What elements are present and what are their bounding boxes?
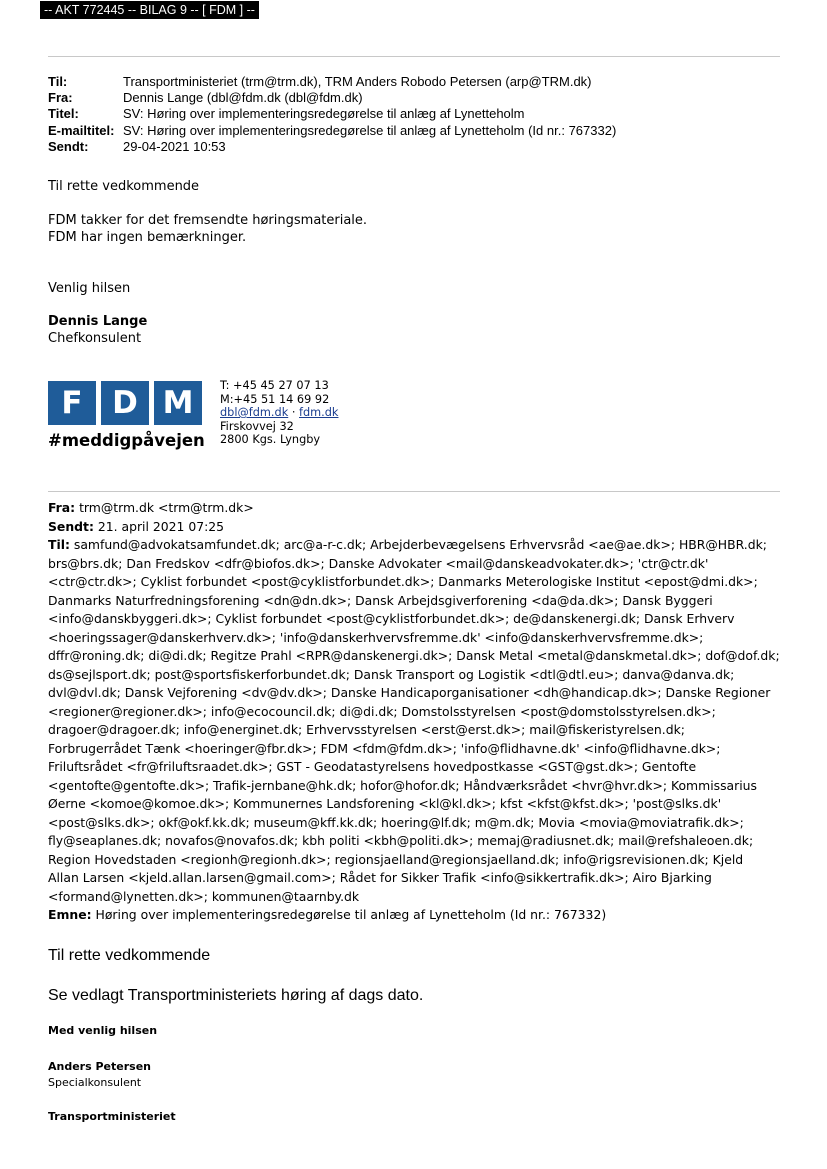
original-sender-title: Specialkonsulent	[48, 1076, 142, 1089]
header-value: SV: Høring over implementeringsredegørelse til anlæg af Lynetteholm	[123, 106, 525, 122]
contact-mobile: M:+45 51 14 69 92	[220, 392, 330, 406]
fwd-to-line: ds@sejlsport.dk; post@sportsfiskerforbundet.dk; Dansk Transport og Logistik <dtl@dtl.eu>; danva@danva.dk;	[48, 666, 735, 682]
fwd-to-line: <regioner@regioner.dk>; info@ecocouncil.dk; di@di.dk; Domstolsstyrelsen <post@domstolsstyrelsen.dk>;	[48, 703, 716, 719]
reply-line-2: FDM har ingen bemærkninger.	[48, 230, 247, 245]
email-header	[48, 74, 616, 155]
sender-title: Chefkonsulent	[48, 331, 142, 346]
header-value: SV: Høring over implementeringsredegørelse til anlæg af Lynetteholm (Id nr.: 767332)	[123, 122, 617, 138]
fwd-to-line: <hoeringssager@danskerhverv.dk>; 'info@danskerhvervsfremme.dk' <info@danskerhvervsfremme.dk>;	[48, 629, 704, 645]
fwd-to-line: <ctr@ctr.dk>; Cyklist forbundet <post@cyklistforbundet.dk>; Danmarks Meterologiske Institut <epost@dmi.dk>;	[48, 574, 758, 589]
fwd-from-row	[48, 499, 788, 518]
fwd-to-line: <info@danskbyggeri.dk>; Cyklist forbundet <post@cyklistforbundet.dk>; de@danskenergi.dk; Dansk Erhverv	[48, 611, 735, 626]
fwd-to-line: samfund@advokatsamfundet.dk; arc@a-r-c.dk; Arbejderbevægelsens Erhvervsråd <ae@ae.dk>; HBR@HBR.dk;	[73, 537, 767, 552]
fwd-subject-row	[48, 906, 788, 925]
sender-name: Dennis Lange	[48, 314, 148, 329]
header-value: Transportministeriet (trm@trm.dk), TRM Anders Robodo Petersen (arp@TRM.dk)	[123, 74, 592, 89]
header-row-to	[48, 74, 616, 90]
contact-city: 2800 Kgs. Lyngby	[220, 433, 321, 446]
link-separator: ·	[288, 406, 300, 419]
contact-phone: T: +45 45 27 07 13	[220, 379, 329, 392]
original-closing	[48, 1023, 157, 1039]
original-org-text: Transportministeriet	[48, 1110, 176, 1123]
fwd-sent-row	[48, 518, 788, 537]
contact-links	[220, 406, 338, 420]
original-greeting: Til rette vedkommende	[48, 947, 211, 964]
header-label: Til:	[48, 74, 68, 89]
fwd-to-line: <formand@lynetten.dk>; kommunen@taarnby.dk	[48, 888, 360, 904]
fwd-to-line: brs@brs.dk; Dan Fredskov <dfr@biofos.dk>; Danske Advokater <mail@danskeadvokater.dk>; 'ctr@ctr.dk'	[48, 555, 709, 571]
fwd-to-line: Danmarks Naturfredningsforening <dn@dn.dk>; Dansk Arbejdsgiverforening <da@da.dk>; Dansk Byggeri	[48, 592, 713, 608]
fwd-to-line: Allan Larsen <kjeld.allan.larsen@gmail.com>; Rådet for Sikker Trafik <info@sikkertrafik.dk>; Airo Bjarking	[48, 870, 712, 885]
original-body: Se vedlagt Transportministeriets høring af dags dato.	[48, 987, 424, 1004]
header-row-from	[48, 90, 616, 106]
header-row-title	[48, 106, 616, 122]
fwd-to-line: Friluftsrådet <fr@friluftsraadet.dk>; GST - Geodatastyrelsens hovedpostkasse <GST@gst.dk>; Gentofte	[48, 759, 697, 774]
forwarded-message	[48, 499, 788, 925]
header-row-sent	[48, 139, 616, 155]
fwd-to-line: Forbrugerrådet Tænk <hoeringer@fbr.dk>; FDM <fdm@fdm.dk>; 'info@flidhavne.dk' <info@flidhavne.dk>;	[48, 740, 721, 756]
original-closing-text: Med venlig hilsen	[48, 1024, 158, 1037]
fwd-to-label: Til:	[48, 537, 70, 552]
fwd-to-row	[48, 536, 788, 555]
fwd-to-line: <gentofte@gentofte.dk>; Trafik-jernbane@hk.dk; hofor@hofor.dk; Håndværksrådet <hvr@hvr.dk>; Kommissarius	[48, 777, 757, 793]
logo-letter-m: M	[154, 381, 202, 425]
logo-hashtag: #meddigpåvejen	[48, 431, 205, 450]
original-sender-name	[48, 1059, 151, 1075]
fwd-from-value: trm@trm.dk <trm@trm.dk>	[79, 500, 254, 515]
fwd-subject-value: Høring over implementeringsredegørelse til anlæg af Lynetteholm (Id nr.: 767332)	[95, 907, 607, 922]
fwd-subject-label: Emne:	[48, 907, 92, 922]
original-sender-name-text: Anders Petersen	[48, 1060, 151, 1073]
fwd-to-line: dffr@roning.dk; di@di.dk; Regitze Prahl <RPR@danskenergi.dk>; Dansk Metal <metal@danskmetal.dk>; dof@dof.dk;	[48, 648, 780, 663]
fwd-sent-value: 21. april 2021 07:25	[97, 518, 225, 534]
document-banner: -- AKT 772445 -- BILAG 9 -- [ FDM ] --	[40, 1, 259, 19]
divider	[48, 491, 780, 492]
logo-tiles	[48, 381, 205, 425]
header-label: E-mailtitel:	[48, 122, 115, 138]
header-label: Fra:	[48, 90, 73, 106]
reply-line-1: FDM takker for det fremsendte høringsmateriale.	[48, 213, 368, 228]
logo-letter-f: F	[48, 381, 96, 425]
original-org	[48, 1109, 176, 1125]
email-link[interactable]: dbl@fdm.dk	[220, 406, 289, 419]
fwd-from-label: Fra:	[48, 500, 76, 515]
fwd-to-line: dragoer@dragoer.dk; info@energinet.dk; Erhvervsstyrelsen <erst@erst.dk>; mail@fiskeristyrelsen.dk;	[48, 722, 685, 737]
contact-street: Firskovvej 32	[220, 419, 294, 433]
fdm-logo	[48, 381, 205, 450]
header-value: 29-04-2021 10:53	[123, 138, 226, 154]
reply-greeting: Til rette vedkommende	[48, 179, 200, 194]
fwd-to-line: fly@seaplanes.dk; novafos@novafos.dk; kbh politi <kbh@politi.dk>; memaj@radiusnet.dk; mail@refshaleoen.dk;	[48, 833, 754, 848]
header-label: Titel:	[48, 106, 79, 122]
fwd-to-line: Region Hovedstaden <regionh@regionh.dk>; regionsjaelland@regionsjaelland.dk; info@rigsrevisionen.dk; Kjeld	[48, 851, 744, 867]
fwd-sent-label: Sendt:	[48, 518, 94, 534]
header-label: Sendt:	[48, 138, 89, 154]
header-row-email-title	[48, 123, 616, 139]
fwd-to-line: Øerne <komoe@komoe.dk>; Kommunernes Landsforening <kl@kl.dk>; kfst <kfst@kfst.dk>; 'post@slks.dk'	[48, 796, 722, 811]
fwd-to-line: <post@slks.dk>; okf@okf.kk.dk; museum@kff.kk.dk; hoering@lf.dk; m@m.dk; Movia <movia@moviatrafik.dk>;	[48, 814, 744, 830]
fwd-to-line: dvl@dvl.dk; Dansk Vejforening <dv@dv.dk>; Danske Handicaporganisationer <dh@handicap.dk>; Danske Regioner	[48, 685, 771, 700]
divider	[48, 56, 780, 57]
logo-letter-d: D	[101, 381, 149, 425]
reply-closing: Venlig hilsen	[48, 281, 131, 296]
contact-block	[220, 379, 338, 447]
website-link[interactable]: fdm.dk	[299, 406, 339, 419]
header-value: Dennis Lange (dbl@fdm.dk (dbl@fdm.dk)	[123, 90, 363, 106]
